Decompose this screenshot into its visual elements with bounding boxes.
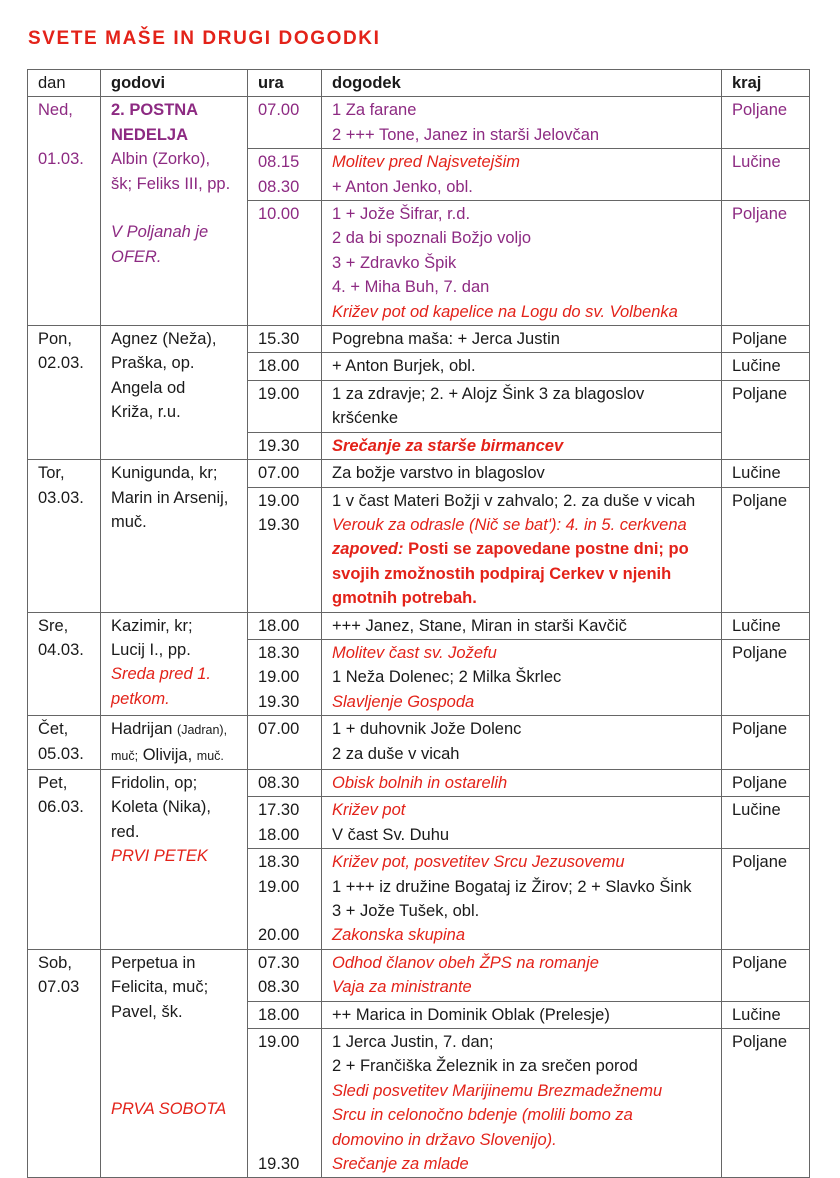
header-kraj: kraj (722, 70, 810, 97)
note-line: OFER. (111, 247, 162, 266)
day-cell (28, 97, 101, 326)
time-cell (248, 1001, 322, 1028)
time: 07.00 (258, 101, 300, 120)
time-cell (248, 487, 322, 612)
event-cell (322, 849, 722, 950)
place-cell: Lučine (722, 353, 810, 380)
event: 1 v čast Materi Božji v zahvalo; 2. za duše v vicah (332, 491, 696, 510)
time: 19.30 (258, 436, 300, 455)
day-name: Čet, (38, 720, 69, 739)
day-cell (28, 326, 101, 460)
event: Križev pot, posvetitev Srcu Jezusovemu (332, 853, 625, 872)
saint-line: Perpetua in (111, 953, 196, 972)
event: 2 +++ Tone, Janez in starši Jelovčan (332, 125, 600, 144)
event: 1 + duhovnik Jože Dolenc (332, 720, 522, 739)
saint-line: Kazimir, kr; (111, 616, 193, 635)
day-name: Pet, (38, 773, 68, 792)
day-date: 02.03. (38, 354, 84, 373)
time: 18.00 (258, 1005, 300, 1024)
day-name: Pon, (38, 330, 72, 349)
place-cell: Poljane (722, 380, 810, 459)
event: 1 Neža Dolenec; 2 Milka Škrlec (332, 668, 562, 687)
event: 1 + Jože Šifrar, r.d. (332, 205, 471, 224)
day-date: 06.03. (38, 798, 84, 817)
place-cell: Poljane (722, 487, 810, 612)
saint-line: NEDELJA (111, 125, 189, 144)
time-cell (248, 380, 322, 432)
event-cell (322, 949, 722, 1001)
event: Za božje varstvo in blagoslov (332, 464, 545, 483)
event: Križev pot od kapelice na Logu do sv. Volbenka (332, 302, 678, 321)
time: 19.30 (258, 515, 300, 534)
time-cell (248, 849, 322, 950)
time-cell (248, 612, 322, 639)
event: domovino in državo Slovenijo). (332, 1130, 557, 1149)
event: 2 za duše v vicah (332, 744, 460, 763)
time: 18.00 (258, 616, 300, 635)
saint-line: Fridolin, op; (111, 773, 198, 792)
header-ura: ura (248, 70, 322, 97)
time-cell (248, 326, 322, 353)
time-cell (248, 460, 322, 487)
time-cell (248, 201, 322, 326)
saint-line: Albin (Zorko), (111, 150, 211, 169)
event: 3 + Zdravko Špik (332, 253, 457, 272)
header-godovi: godovi (101, 70, 248, 97)
event-cell (322, 487, 722, 612)
event: 2 + Frančiška Železnik in za srečen porod (332, 1057, 638, 1076)
time: 19.30 (258, 692, 300, 711)
event: 1 Za farane (332, 101, 417, 120)
time-cell (248, 1029, 322, 1178)
day-date: 07.03 (38, 978, 80, 997)
note-line: Sreda pred 1. (111, 665, 211, 684)
event: gmotnih potrebah. (332, 589, 477, 608)
time-cell (248, 797, 322, 849)
time: 19.00 (258, 668, 300, 687)
place-cell: Poljane (722, 326, 810, 353)
time: 20.00 (258, 926, 300, 945)
note-line: petkom. (111, 689, 170, 708)
event-cell (322, 201, 722, 326)
event-cell (322, 769, 722, 796)
time: 18.00 (258, 357, 300, 376)
day-date: 04.03. (38, 640, 84, 659)
time: 07.30 (258, 953, 300, 972)
event: 1 +++ iz družine Bogataj iz Žirov; 2 + Slavko Šink (332, 877, 692, 896)
place-cell: Lučine (722, 1001, 810, 1028)
place-cell: Poljane (722, 97, 810, 149)
note-line: PRVA SOBOTA (111, 1100, 227, 1119)
time: 07.00 (258, 720, 300, 739)
header-dogodek: dogodek (322, 70, 722, 97)
event: kršćenke (332, 409, 399, 428)
time: 08.15 (258, 153, 300, 172)
time-cell (248, 716, 322, 770)
saint-line: Križa, r.u. (111, 403, 181, 422)
table-row (28, 326, 810, 353)
event-cell (322, 1001, 722, 1028)
saint-line: Hadrijan (Jadran), (111, 720, 228, 739)
note-line: PRVI PETEK (111, 847, 208, 866)
place-cell: Poljane (722, 639, 810, 715)
event: Križev pot (332, 801, 406, 820)
time: 19.30 (258, 1155, 300, 1173)
event: 3 + Jože Tušek, obl. (332, 902, 480, 920)
event: zapoved: Posti se zapovedane postne dni; po (332, 540, 689, 559)
event: + Anton Burjek, obl. (332, 357, 476, 376)
event: ++ Marica in Dominik Oblak (Prelesje) (332, 1005, 610, 1024)
schedule-table (27, 69, 810, 1178)
time-cell (248, 949, 322, 1001)
saint-line: Angela od (111, 378, 186, 397)
event-cell (322, 612, 722, 639)
event: Verouk za odrasle (Nič se bat'): 4. in 5. cerkvena (332, 515, 687, 534)
table-row (28, 769, 810, 796)
event: + Anton Jenko, obl. (332, 177, 473, 196)
event-cell (322, 797, 722, 849)
saints-cell (101, 97, 248, 326)
event: svojih zmožnostih podpiraj Cerkev v njenih (332, 564, 672, 583)
saint-line: Kunigunda, kr; (111, 464, 218, 483)
day-name: Ned, (38, 101, 73, 120)
saint-line: 2. POSTNA (111, 101, 199, 120)
place-cell: Poljane (722, 201, 810, 326)
time: 18.00 (258, 825, 300, 844)
time-cell (248, 353, 322, 380)
header-dan: dan (28, 70, 101, 97)
time: 08.30 (258, 177, 300, 196)
event-cell (322, 1029, 722, 1178)
saints-cell (101, 326, 248, 460)
event-cell (322, 149, 722, 201)
saints-cell (101, 460, 248, 612)
event: 2 da bi spoznali Božjo voljo (332, 229, 532, 248)
table-row (28, 460, 810, 487)
saints-cell (101, 612, 248, 716)
saints-cell (101, 769, 248, 949)
event: Molitev čast sv. Jožefu (332, 643, 497, 662)
day-date: 01.03. (38, 150, 84, 169)
place-cell: Lučine (722, 797, 810, 849)
day-name: Tor, (38, 464, 65, 483)
event: Vaja za ministrante (332, 978, 472, 997)
saint-line: Agnez (Neža), (111, 330, 217, 349)
saint-line: muč. (111, 512, 147, 531)
day-cell (28, 460, 101, 612)
event: 4. + Miha Buh, 7. dan (332, 278, 490, 297)
event: Srečanje za mlade (332, 1155, 469, 1174)
event-cell (322, 380, 722, 432)
time-cell (248, 639, 322, 715)
day-date: 05.03. (38, 744, 84, 763)
table-row (28, 612, 810, 639)
time: 19.00 (258, 1033, 300, 1052)
event: Obisk bolnih in ostarelih (332, 773, 508, 792)
time: 10.00 (258, 205, 300, 224)
event: Zakonska skupina (332, 926, 465, 945)
place-cell: Poljane (722, 949, 810, 1001)
event: V čast Sv. Duhu (332, 825, 450, 844)
saints-cell (101, 716, 248, 770)
event: 1 Jerca Justin, 7. dan; (332, 1033, 494, 1052)
day-cell (28, 612, 101, 716)
time-cell (248, 97, 322, 149)
page-title: SVETE MAŠE IN DRUGI DOGODKI (28, 28, 381, 49)
saint-line: Felicita, muč; (111, 978, 209, 997)
event-cell (322, 716, 722, 770)
place-cell: Lučine (722, 612, 810, 639)
event: Srečanje za starše birmancev (332, 436, 564, 455)
event: +++ Janez, Stane, Miran in starši Kavčič (332, 616, 627, 635)
event: Sledi posvetitev Marijinemu Brezmadežnemu (332, 1081, 663, 1100)
place-cell: Poljane (722, 849, 810, 950)
event: Slavljenje Gospoda (332, 692, 475, 711)
event-cell (322, 97, 722, 149)
saint-line: muč; Olivija, muč. (111, 745, 224, 764)
place-cell: Lučine (722, 460, 810, 487)
time: 18.30 (258, 853, 300, 872)
saint-line: red. (111, 822, 140, 841)
saint-line: Koleta (Nika), (111, 798, 211, 817)
time-cell (248, 432, 322, 459)
time: 15.30 (258, 330, 300, 349)
place-cell: Poljane (722, 1029, 810, 1178)
time: 19.00 (258, 877, 300, 896)
saint-line: Lucij I., pp. (111, 640, 191, 659)
time: 19.00 (258, 491, 300, 510)
header-row (28, 70, 810, 97)
day-name: Sre, (38, 616, 69, 635)
time: 08.30 (258, 978, 300, 997)
day-cell (28, 949, 101, 1178)
event-cell (322, 639, 722, 715)
day-date: 03.03. (38, 488, 84, 507)
event: Srcu in celonočno bdenje (molili bomo za (332, 1106, 633, 1125)
note-line: V Poljanah je (111, 223, 209, 242)
event: Pogrebna maša: + Jerca Justin (332, 330, 560, 349)
place-cell: Lučine (722, 149, 810, 201)
event-cell (322, 353, 722, 380)
event: Molitev pred Najsvetejšim (332, 153, 520, 172)
table-row (28, 949, 810, 1001)
event-cell (322, 460, 722, 487)
time-cell (248, 149, 322, 201)
saint-line: Marin in Arsenij, (111, 488, 229, 507)
event-cell (322, 432, 722, 459)
saints-cell (101, 949, 248, 1178)
saint-line: Pavel, šk. (111, 1002, 183, 1021)
time: 18.30 (258, 643, 300, 662)
place-cell: Poljane (722, 716, 810, 770)
saint-line: Praška, op. (111, 354, 195, 373)
day-cell (28, 769, 101, 949)
saint-line: šk; Feliks III, pp. (111, 174, 231, 193)
event-cell (322, 326, 722, 353)
time-cell (248, 769, 322, 796)
event: 1 za zdravje; 2. + Alojz Šink 3 za blagoslov (332, 384, 645, 403)
table-row (28, 716, 810, 770)
time: 08.30 (258, 773, 300, 792)
time: 17.30 (258, 801, 300, 820)
table-row (28, 97, 810, 149)
time: 07.00 (258, 464, 300, 483)
time: 19.00 (258, 384, 300, 403)
event: Odhod članov obeh ŽPS na romanje (332, 953, 599, 972)
day-cell (28, 716, 101, 770)
day-name: Sob, (38, 953, 72, 972)
place-cell: Poljane (722, 769, 810, 796)
